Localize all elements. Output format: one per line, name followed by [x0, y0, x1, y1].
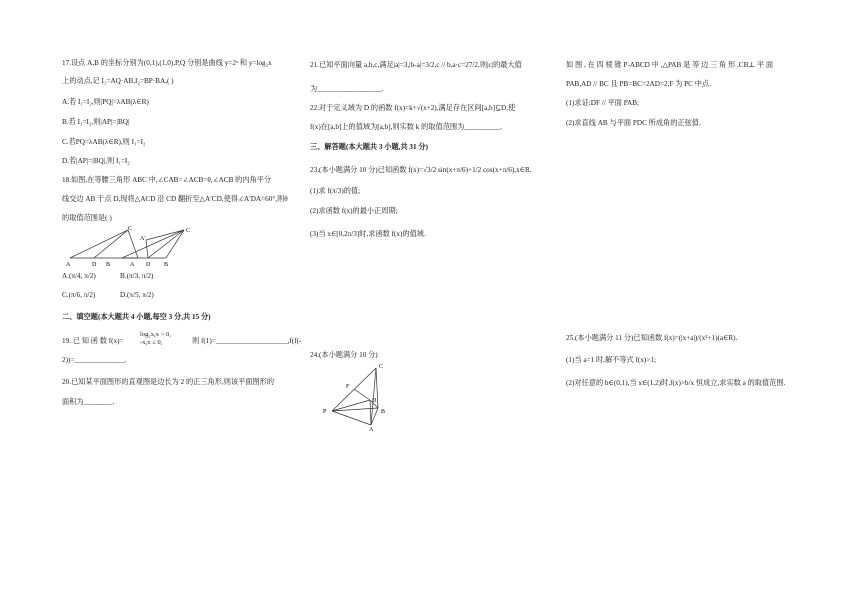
fig24-label-c: C	[379, 364, 384, 370]
fig18-label-a: A	[66, 262, 71, 268]
fig18-label-c: C	[128, 226, 133, 232]
q24-sub-2: (2)求直线 AB 与平面 PDC 所成角的正弦值.	[566, 119, 701, 127]
q18-stem-line3: 的取值范围是( )	[62, 214, 112, 222]
q22-stem-line2: f(x)在[a,b]上的值域为[a,b],则实数 k 的取值范围为__________.	[310, 123, 503, 131]
q24-stem: 24.(本小题满分 10 分)	[310, 351, 378, 359]
q17-option-d: D.若|AP|=|BQ|,则 I₁=I₂	[62, 157, 130, 165]
fig18r-label-c: C	[186, 228, 191, 234]
q18-option-a: A.(π/4, π/2)	[62, 272, 96, 280]
q18-stem-line2: 线交边 AB 于点 D,现将△ACD 沿 CD 翻折至△A′CD,使得∠A′DA=60°,则θ	[62, 195, 288, 203]
q21-stem-line2: 为__________________.	[310, 85, 384, 93]
q25-stem: 25.(本小题满分 11 分)已知函数 f(x)=(|x+a|)/(x²+1)(a∈R).	[566, 334, 738, 342]
q23-stem: 23.(本小题满分 10 分)已知函数 f(x)=√3/2 sin(x+π/6)+1/2 cos(x+π/6),x∈R.	[310, 166, 532, 174]
q24-cont-line1: 如 图 , 在 四 棱 锥 P-ABCD 中 ,△PAB 是 等 边 三 角 形 ,CB⊥ 平 面	[566, 61, 774, 69]
q19-stem-blank: 则 f(1)=____________________,f(f(-	[192, 337, 302, 345]
q18-option-c: C.(π/6, π/2)	[62, 291, 96, 299]
q18-figure	[66, 226, 196, 270]
q19-stem: 19. 已 知 函 数 f(x)=	[62, 337, 124, 345]
q19-case-2: -x,x ≤ 0,	[140, 339, 163, 346]
q23-sub-3: (3)当 x∈[0,2π/3]时,求函数 f(x)的值域.	[310, 230, 426, 238]
q17-option-a: A.若 I₁=I₂,则|PQ|=λAB(λ∈R)	[62, 98, 149, 106]
q25-sub-1: (1)当 a=1 时,解不等式 f(x)>1;	[566, 356, 656, 364]
fig18r-label-b: B	[164, 262, 169, 268]
fig24-label-a: A	[369, 427, 374, 432]
section-3-title: 三、解答题(本大题共 3 小题,共 31 分)	[310, 143, 428, 151]
q23-sub-1: (1)求 f(π/3)的值;	[310, 187, 361, 195]
q24-figure	[320, 362, 410, 432]
q22-stem-line1: 22.对于定义域为 D 的函数 f(x)=k+√(x+2),满足存在区间[a,b]⊆D,使	[310, 104, 516, 112]
q18-stem-line1: 18.如图,在等腰三角形 ABC 中,∠CAB=∠ACB=θ,∠ACB 的内角平分	[62, 176, 272, 184]
q18-option-b: B.(π/3, π/2)	[120, 272, 154, 280]
fig24-label-d: D	[372, 398, 377, 404]
q24-sub-1: (1)求证:DF // 平面 PAB;	[566, 99, 640, 107]
q17-option-b: B.若 I₁=I₂,则|AP|=|BQ|	[62, 118, 130, 126]
q21-stem-line1: 21.已知平面向量 a,b,c,满足|a|=3,|b-a|=3/2,c // b,a·c=27/2,则|c|的最大值	[310, 61, 522, 69]
fig18r-label-a: A	[130, 262, 135, 268]
q17-stem-line1: 17.设点 A,B 的坐标分别为(0,1),(1,0),P,Q 分别是曲线 y=2ˣ 和 y=log₂x	[62, 59, 272, 67]
q20-stem-line1: 20.已知某平面图形的直观图是边长为 2 的正三角形,则该平面图形的	[62, 378, 275, 386]
fig18-label-b: B	[106, 262, 111, 268]
q17-stem-line2: 上的动点,记 I₁=AQ·AB,I₂=BP·BA,( )	[62, 77, 174, 85]
fig24-label-b: B	[381, 409, 386, 415]
q17-option-c: C.若PQ=λAB(λ∈R),则 I₁=I₂	[62, 138, 146, 146]
q19-stem-cont: 2))=______________.	[62, 356, 127, 364]
q20-stem-line2: 面积为________.	[62, 398, 115, 406]
q19-case-1: log₂x,x > 0,	[140, 331, 171, 338]
section-2-title: 二、填空题(本大题共 4 小题,每空 3 分,共 15 分)	[62, 313, 211, 321]
fig18r-label-a-prime: A′	[140, 236, 146, 242]
fig18-label-d: D	[92, 262, 97, 268]
fig24-label-f: F	[346, 384, 350, 390]
q18-option-d: D.(π/5, π/2)	[120, 291, 154, 299]
q24-cont-line2: PAB,AD // BC 且 PB=BC=2AD=2,F 为 PC 中点.	[566, 80, 711, 88]
fig18r-label-d: D	[146, 262, 151, 268]
q25-sub-2: (2)对任意的 b∈(0,1),当 x∈(1,2)时,f(x)>b/x 恒成立,求实数 a 的取值范围.	[566, 379, 786, 387]
fig24-label-p: P	[323, 409, 327, 415]
q23-sub-2: (2)求函数 f(x)的最小正周期;	[310, 207, 398, 215]
